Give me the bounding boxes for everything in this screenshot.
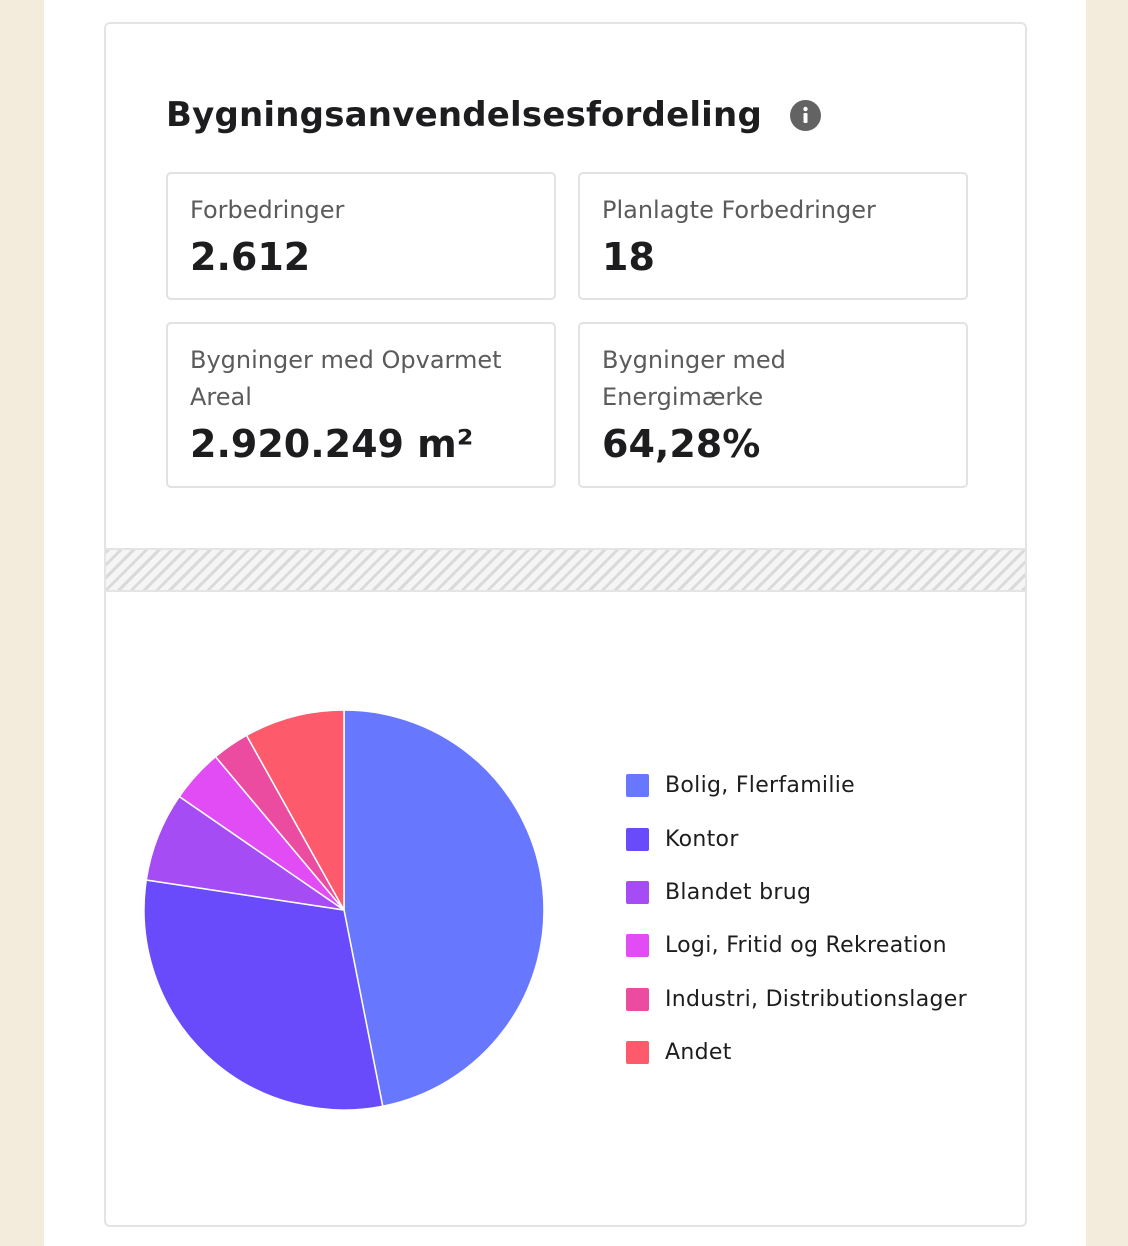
stat-value: 64,28% (602, 422, 761, 466)
legend-swatch (626, 934, 649, 957)
legend-label: Logi, Fritid og Rekreation (665, 933, 947, 959)
stat-value: 18 (602, 235, 655, 279)
legend-item[interactable] (626, 759, 967, 812)
legend-swatch (626, 988, 649, 1011)
legend-label: Bolig, Flerfamilie (665, 773, 856, 799)
legend-item[interactable] (626, 973, 967, 1026)
card-header (166, 90, 821, 140)
legend-swatch (626, 828, 649, 851)
legend-item[interactable] (626, 1026, 967, 1079)
stat-card-improvements (166, 172, 556, 300)
stat-value: 2.920.249 m² (190, 422, 474, 466)
pie-slice-bolig-flerfamilie[interactable] (344, 710, 544, 1106)
legend-label: Blandet brug (665, 879, 812, 905)
section-divider (106, 548, 1025, 592)
legend-swatch (626, 1041, 649, 1064)
page-background (44, 0, 1086, 1246)
stat-value: 2.612 (190, 235, 311, 279)
legend-item[interactable] (626, 812, 967, 865)
card-title: Bygningsanvendelsesfordeling (166, 95, 762, 135)
building-usage-card (104, 22, 1027, 1227)
legend-label: Andet (665, 1040, 732, 1066)
stat-label: Planlagte Forbedringer (602, 196, 876, 224)
chart-legend (626, 759, 967, 1079)
legend-swatch (626, 881, 649, 904)
stat-label: Bygninger med Opvarmet Areal (190, 346, 502, 411)
stat-label: Forbedringer (190, 196, 345, 224)
legend-swatch (626, 774, 649, 797)
stat-card-energy-label (578, 322, 968, 488)
legend-label: Kontor (665, 826, 739, 852)
legend-label: Industri, Distributionslager (665, 986, 967, 1012)
stat-label: Bygninger med Energimærke (602, 346, 786, 411)
stat-card-planned-improvements (578, 172, 968, 300)
info-icon[interactable] (790, 100, 821, 131)
stat-card-heated-area (166, 322, 556, 488)
pie-chart (106, 592, 566, 1227)
legend-item[interactable] (626, 919, 967, 972)
legend-item[interactable] (626, 866, 967, 919)
